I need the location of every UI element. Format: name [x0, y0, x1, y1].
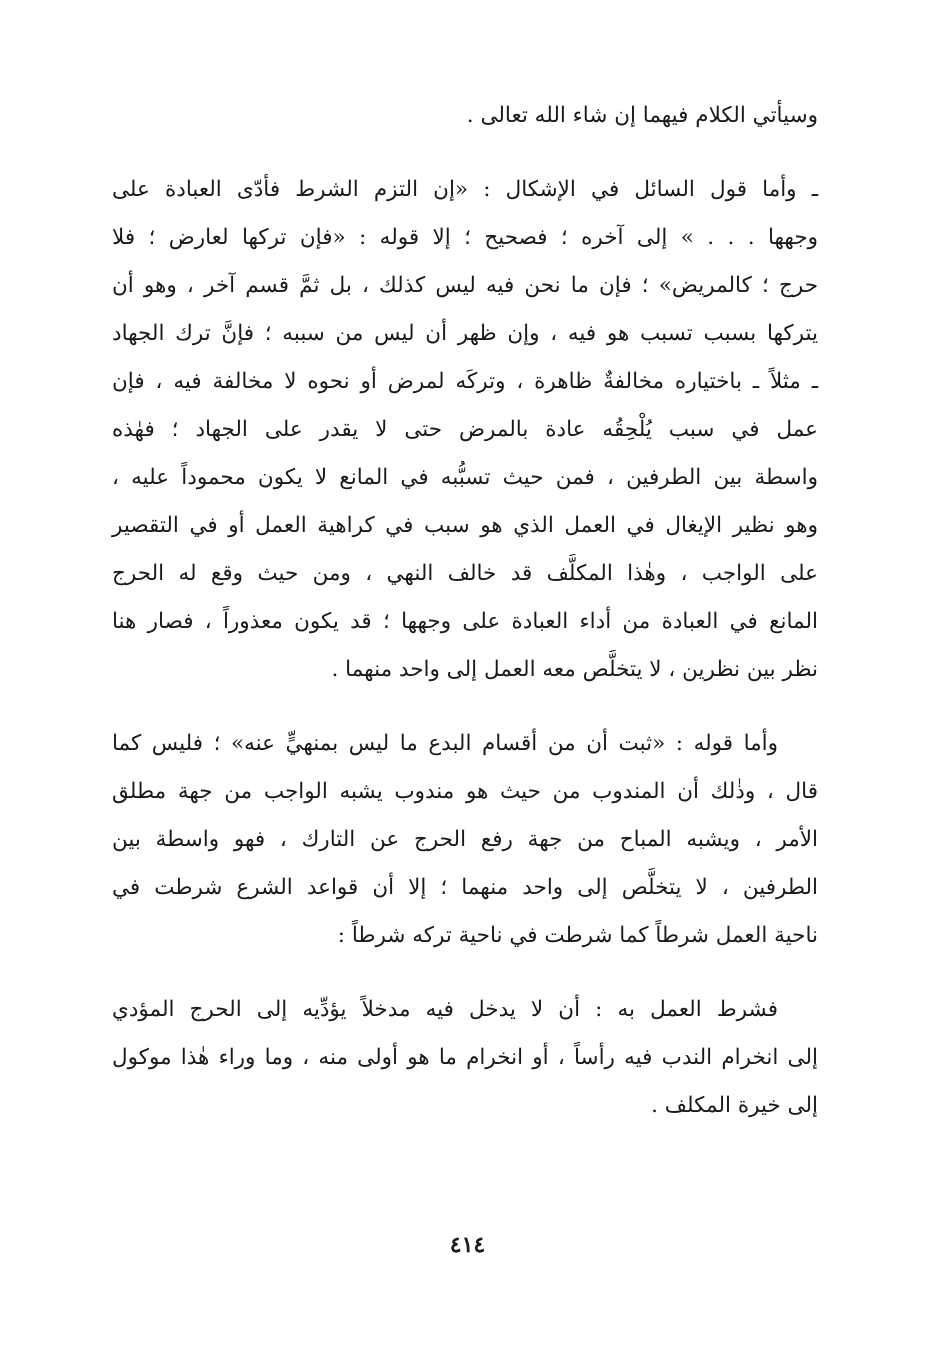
text-line: على الواجب ، وهٰذا المكلَّف قد خالف النهي ، ومن حيث وقع له الحرج [112, 561, 818, 586]
text-line: يتركها بسبب تسبب هو فيه ، وإن ظهر أن ليس من سببه ؛ فإنَّ ترك الجهاد [112, 321, 818, 346]
paragraph-2 [112, 166, 818, 694]
page-number: ٤١٤ [449, 1232, 486, 1258]
page-body [112, 92, 818, 1156]
text-line: واسطة بين الطرفين ، فمن حيث تسبُّبه في المانع لا يكون محموداً عليه ، [112, 465, 818, 490]
text-line: الأمر ، ويشبه المباح من جهة رفع الحرج عن التارك ، فهو واسطة بين [112, 827, 818, 852]
text-line: وجهها . . . » إلى آخره ؛ فصحيح ؛ إلا قوله : «فإن تركها لعارض ؛ فلا [112, 225, 818, 250]
paragraph-1 [112, 92, 818, 140]
text-line: وهو نظير الإيغال في العمل الذي هو سبب في كراهية العمل أو في التقصير [112, 513, 818, 538]
text-line: الطرفين ، لا يتخلَّص إلى واحد منهما ؛ إلا أن قواعد الشرع شرطت في [112, 875, 818, 900]
paragraph-3 [112, 720, 818, 960]
text-line: المانع في العبادة من أداء العبادة على وجهها ؛ قد يكون معذوراً ، فصار هنا [112, 609, 818, 634]
text-line: فشرط العمل به : أن لا يدخل فيه مدخلاً يؤدِّيه إلى الحرج المؤدي [112, 997, 778, 1022]
text-line: إلى انخرام الندب فيه رأساً ، أو انخرام ما هو أولى منه ، وما وراء هٰذا موكول [112, 1045, 818, 1070]
text-line: عمل في سبب يُلْحِقُه عادة بالمرض حتى لا يقدر على الجهاد ؛ فهٰذه [112, 417, 818, 442]
text-line: قال ، وذٰلك أن المندوب من حيث هو مندوب يشبه الواجب من جهة مطلق [112, 779, 818, 804]
text-line: وأما قوله : «ثبت أن من أقسام البدع ما ليس بمنهيٍّ عنه» ؛ فليس كما [112, 731, 778, 756]
text-line: وسيأتي الكلام فيهما إن شاء الله تعالى . [466, 103, 818, 128]
text-line: ـ مثلاً ـ باختياره مخالفةٌ ظاهرة ، وتركَه لمرض أو نحوه لا مخالفة فيه ، فإن [112, 369, 818, 394]
paragraph-4 [112, 986, 818, 1130]
text-line: حرج ؛ كالمريض» ؛ فإن ما نحن فيه ليس كذلك ، بل ثمَّ قسم آخر ، وهو أن [112, 273, 818, 298]
text-line: نظر بين نظرين ، لا يتخلَّص معه العمل إلى واحد منهما . [331, 657, 818, 682]
text-line: ناحية العمل شرطاً كما شرطت في ناحية تركه شرطاً : [337, 923, 818, 948]
text-line: إلى خيرة المكلف . [651, 1093, 818, 1118]
text-line: ـ وأما قول السائل في الإشكال : «إن التزم الشرط فأدّى العبادة على [112, 177, 818, 202]
